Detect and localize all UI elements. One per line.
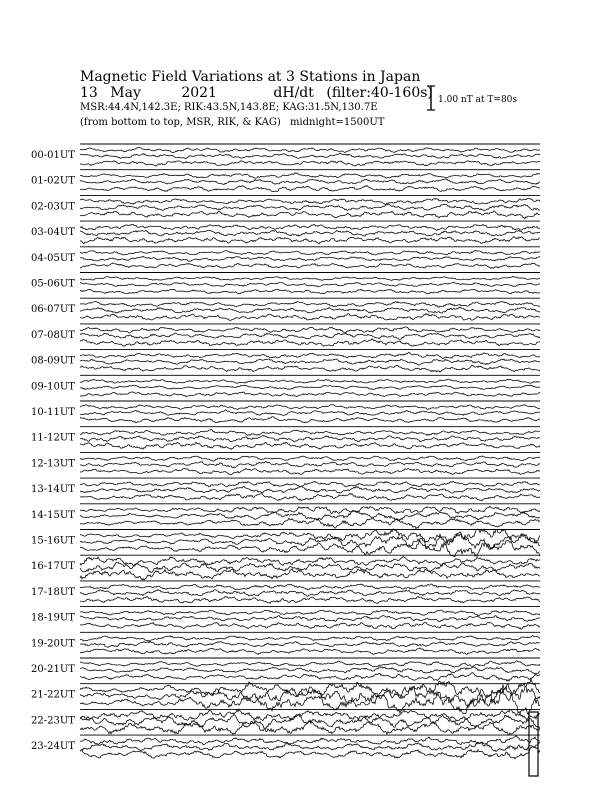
trace-RIK-20-21UT [80, 667, 540, 674]
trace-RIK-11-12UT [80, 436, 540, 443]
hour-row-02-03UT [31, 195, 540, 218]
hour-label: 10-11UT [31, 407, 75, 418]
trace-KAG-03-04UT [80, 224, 540, 230]
hour-row-13-14UT [31, 478, 540, 501]
hour-label: 22-23UT [31, 715, 75, 727]
trace-MSR-02-03UT [80, 211, 540, 219]
trace-RIK-00-01UT [80, 153, 540, 159]
date-month: May [110, 85, 141, 101]
trace-MSR-19-20UT [80, 648, 540, 655]
hour-label: 12-13UT [31, 458, 75, 470]
trace-RIK-15-16UT [80, 534, 540, 550]
scale-bar-label: 1.00 nT at T=80s [438, 95, 518, 105]
trace-KAG-07-08UT [80, 327, 540, 333]
hour-label: 18-19UT [31, 612, 75, 624]
filter-label: (filter:40-160s) [326, 85, 433, 101]
hour-label: 15-16UT [31, 535, 75, 547]
hour-row-05-06UT [31, 273, 540, 294]
hour-row-11-12UT [31, 427, 540, 450]
trace-RIK-14-15UT [80, 510, 540, 520]
trace-KAG-11-12UT [80, 430, 540, 436]
hour-row-20-21UT [31, 658, 540, 681]
trace-MSR-22-23UT [80, 721, 540, 735]
trace-KAG-19-20UT [80, 636, 540, 642]
trace-MSR-09-10UT [80, 392, 540, 397]
trace-RIK-02-03UT [80, 204, 540, 210]
trace-RIK-17-18UT [80, 589, 540, 596]
hour-label: 17-18UT [31, 586, 75, 598]
trace-MSR-08-09UT [80, 365, 540, 372]
trace-MSR-20-21UT [80, 673, 540, 681]
trace-KAG-02-03UT [80, 198, 540, 204]
trace-MSR-06-07UT [80, 314, 540, 321]
trace-KAG-13-14UT [80, 481, 540, 487]
hour-label: 14-15UT [31, 509, 75, 521]
trace-MSR-01-02UT [80, 185, 540, 191]
hour-label: 13-14UT [31, 484, 75, 496]
hour-label: 03-04UT [31, 227, 75, 239]
hour-row-21-22UT [31, 679, 540, 715]
hour-row-06-07UT [31, 298, 540, 320]
trace-MSR-10-11UT [80, 417, 540, 423]
hour-row-23-24UT [31, 735, 540, 759]
trace-RIK-19-20UT [80, 641, 540, 647]
trace-RIK-09-10UT [80, 385, 540, 390]
hour-row-03-04UT [31, 221, 540, 244]
trace-MSR-18-19UT [80, 622, 540, 629]
trace-RIK-04-05UT [80, 256, 540, 261]
hour-row-16-17UT [31, 555, 540, 580]
hour-label: 00-01UT [31, 150, 75, 161]
trace-RIK-13-14UT [80, 486, 540, 493]
hour-label: 23-24UT [31, 741, 75, 753]
trace-MSR-07-08UT [80, 339, 540, 347]
hour-row-17-18UT [31, 581, 540, 604]
trace-KAG-04-05UT [80, 251, 540, 255]
chart-title: Magnetic Field Variations at 3 Stations in Japan [80, 69, 421, 85]
trace-MSR-03-04UT [80, 237, 540, 244]
trace-MSR-13-14UT [80, 493, 540, 500]
hour-label: 04-05UT [31, 252, 75, 264]
trace-KAG-18-19UT [80, 610, 540, 616]
trace-KAG-15-16UT [80, 529, 540, 544]
hour-row-04-05UT [31, 247, 540, 269]
trace-RIK-16-17UT [80, 562, 540, 573]
trace-KAG-20-21UT [80, 661, 540, 667]
hour-label: 21-22UT [31, 689, 75, 701]
trace-KAG-14-15UT [80, 506, 540, 513]
hour-label: 01-02UT [31, 175, 75, 187]
trace-RIK-08-09UT [80, 359, 540, 366]
trace-MSR-04-05UT [80, 263, 540, 268]
hour-label: 06-07UT [31, 304, 75, 316]
trace-KAG-05-06UT [80, 276, 540, 280]
trace-RIK-18-19UT [80, 616, 540, 622]
hour-row-07-08UT [31, 324, 540, 346]
trace-MSR-15-16UT [80, 538, 540, 557]
hour-row-12-13UT [31, 452, 540, 474]
trace-KAG-12-13UT [80, 456, 540, 461]
hour-label: 08-09UT [31, 355, 75, 367]
hour-row-01-02UT [31, 170, 540, 192]
station-order-text: (from bottom to top, MSR, RIK, & KAG) [80, 117, 281, 128]
hour-row-18-19UT [31, 607, 540, 630]
hour-row-15-16UT [31, 529, 540, 557]
trace-MSR-11-12UT [80, 442, 540, 449]
hour-label: 20-21UT [31, 664, 75, 675]
quantity-label: dH/dt [273, 85, 314, 101]
trace-KAG-08-09UT [80, 352, 540, 358]
hour-row-09-10UT [31, 375, 540, 397]
trace-KAG-10-11UT [80, 405, 540, 410]
trace-KAG-00-01UT [80, 148, 540, 153]
trace-RIK-06-07UT [80, 307, 540, 313]
trace-RIK-05-06UT [80, 282, 540, 287]
date-day: 13 [80, 85, 98, 101]
trace-KAG-21-22UT [80, 679, 540, 703]
trace-RIK-10-11UT [80, 410, 540, 416]
trace-MSR-17-18UT [80, 597, 540, 604]
trace-KAG-01-02UT [80, 173, 540, 179]
hour-label: 11-12UT [31, 432, 75, 444]
trace-RIK-07-08UT [80, 333, 540, 339]
trace-MSR-21-22UT [80, 689, 540, 714]
hour-label: 16-17UT [31, 561, 75, 573]
hour-row-14-15UT [31, 504, 540, 529]
trace-MSR-12-13UT [80, 468, 540, 474]
hour-label: 02-03UT [31, 201, 75, 213]
trace-MSR-14-15UT [80, 518, 540, 529]
midnight-note: midnight=1500UT [289, 117, 385, 128]
hour-label: 07-08UT [31, 329, 75, 341]
hour-row-19-20UT [31, 632, 540, 654]
hour-label: 09-10UT [31, 381, 75, 393]
trace-RIK-12-13UT [80, 461, 540, 468]
hour-row-10-11UT [31, 401, 540, 423]
trace-KAG-09-10UT [80, 379, 540, 383]
date-year: 2021 [181, 85, 217, 101]
hour-label: 05-06UT [31, 278, 75, 290]
trace-KAG-17-18UT [80, 584, 540, 590]
trace-KAG-23-24UT [80, 736, 540, 745]
station-coordinates: MSR:44.4N,142.3E; RIK:43.5N,143.8E; KAG:31.5N,130.7E [80, 102, 378, 113]
trace-RIK-01-02UT [80, 179, 540, 185]
hour-label: 19-20UT [31, 638, 75, 650]
trace-MSR-05-06UT [80, 289, 540, 294]
trace-MSR-00-01UT [80, 161, 540, 167]
hour-row-08-09UT [31, 350, 540, 373]
trace-KAG-06-07UT [80, 301, 540, 307]
hour-row-00-01UT [31, 144, 540, 166]
trace-RIK-03-04UT [80, 230, 540, 236]
